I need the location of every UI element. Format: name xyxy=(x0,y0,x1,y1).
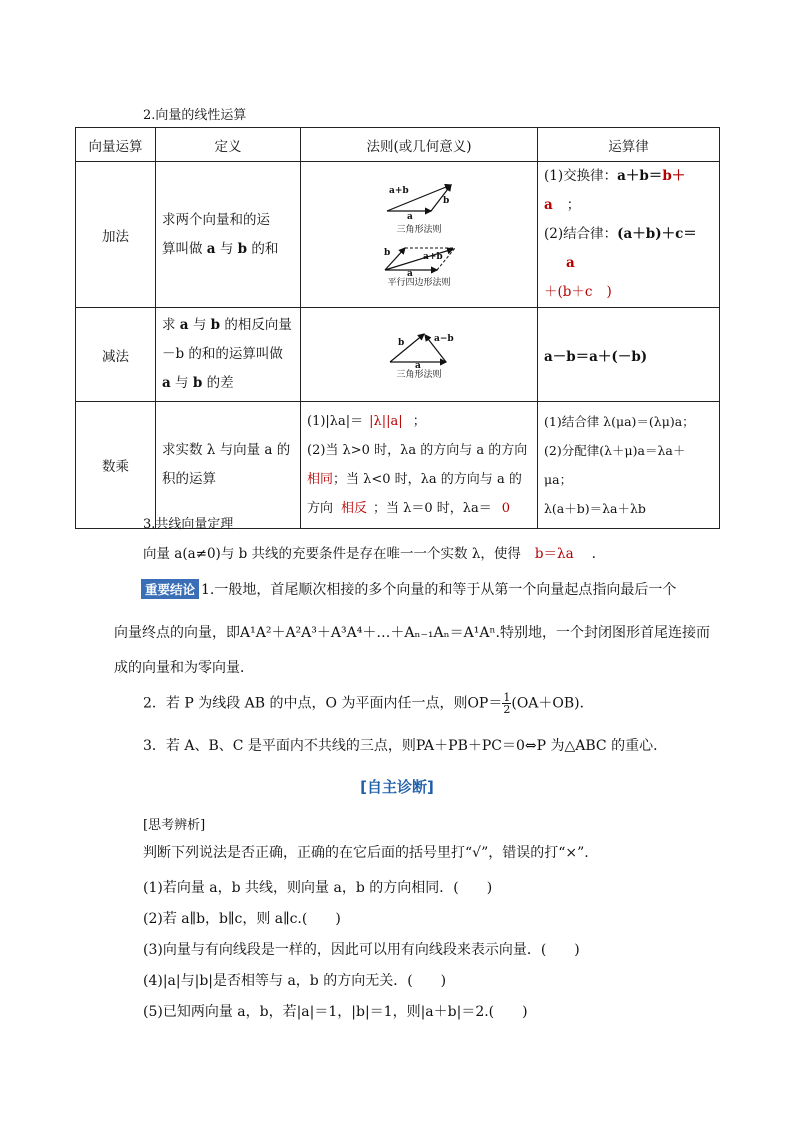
table-row-addition xyxy=(76,162,720,308)
header-operation: 向量运算 xyxy=(76,128,156,162)
addition-name: 加法 xyxy=(76,162,156,308)
subtraction-figure xyxy=(301,308,538,402)
header-rule: 法则(或几何意义) xyxy=(301,128,538,162)
diagnosis-instruction: 判断下列说法是否正确，正确的在它后面的括号里打“√”，错误的打“×”. xyxy=(143,845,589,861)
subtraction-rule-label: 三角形法则 xyxy=(396,370,442,380)
vector-operations-table xyxy=(75,127,720,529)
conclusion-3: 3．若 A、B、C 是平面内不共线的三点，则PA＋PB＋PC＝0⇔P 为△ABC 的重心． xyxy=(143,738,668,754)
table-row-scalar xyxy=(76,402,720,529)
addition-figures xyxy=(301,162,538,308)
section-3-title: 3.共线向量定理 xyxy=(143,517,234,532)
header-definition: 定义 xyxy=(156,128,301,162)
scalar-name: 数乘 xyxy=(76,402,156,529)
diagnosis-item-1: (1)若向量 a，b 共线，则向量 a，b 的方向相同．( ) xyxy=(143,880,493,896)
diagnosis-item-4: (4)|a|与|b|是否相等与 a，b 的方向无关．( ) xyxy=(143,973,447,989)
table-header-row xyxy=(76,128,720,162)
addition-laws: (1)交换律：a＋b＝b＋a ； (2)结合律：(a＋b)＋c＝a ＋(b＋c ) xyxy=(538,162,720,308)
fig1-a-label: a xyxy=(407,211,413,222)
diagnosis-item-2: (2)若 a∥b，b∥c，则 a∥c.( ) xyxy=(143,911,341,927)
subtraction-law: a－b＝a＋(－b) xyxy=(538,308,720,402)
important-conclusion-badge: 重要结论 xyxy=(141,579,199,599)
fig2-sum-label: a+b xyxy=(423,251,443,262)
triangle-rule-label: 三角形法则 xyxy=(396,224,442,235)
conclusion-2: 2．若 P 为线段 AB 的中点，O 为平面内任一点，则OP＝ $\frac{1}{2}$ (OA＋OB)． xyxy=(143,691,594,716)
sub-fig-a-label: a xyxy=(415,361,421,371)
collinear-theorem: 向量 a(a≠0)与 b 共线的充要条件是存在唯一一个实数 λ，使得 b＝λa . xyxy=(143,546,596,562)
table-row-subtraction xyxy=(76,308,720,402)
sub-fig-diff-label: a−b xyxy=(434,334,454,344)
scalar-laws: (1)结合律 λ(μa)＝(λμ)a； (2)分配律(λ＋μ)a＝λa＋μa； λ(a＋b)＝λa＋λb xyxy=(538,402,720,529)
header-law: 运算律 xyxy=(538,128,720,162)
subtraction-name: 减法 xyxy=(76,308,156,402)
conclusion-1-line-2: 向量终点的向量，即A¹A²＋A²A³＋A³A⁴＋…＋Aₙ₋₁Aₙ＝A¹Aⁿ.特别地，一个封闭图形首尾连接而 xyxy=(114,625,711,641)
section-2-title: 2.向量的线性运算 xyxy=(143,108,247,123)
self-diagnosis-header: [自主诊断] xyxy=(360,778,434,796)
fig1-sum-label: a+b xyxy=(389,185,409,196)
thinking-analysis-subheader: [思考辨析] xyxy=(143,818,206,833)
scalar-definition: 求实数 λ 与向量 a 的 积的运算 xyxy=(156,402,301,529)
diagnosis-item-3: (3)向量与有向线段是一样的，因此可以用有向线段来表示向量．( ) xyxy=(143,942,580,958)
conclusion-1-line-1: 重要结论 1.一般地，首尾顺次相接的多个向量的和等于从第一个向量起点指向最后一个 xyxy=(141,579,676,599)
fig2-a-label: a xyxy=(407,268,413,279)
scalar-rules: (1)|λa|＝ |λ||a| ； (2)当 λ>0 时，λa 的方向与 a 的方向 相同；当 λ<0 时，λa 的方向与 a 的 方向 相反 ；当 λ＝0 时，λa＝ 0 xyxy=(301,402,538,529)
parallelogram-rule-figure xyxy=(379,238,459,278)
fig1-b-label: b xyxy=(443,195,450,206)
subtraction-definition: 求 a 与 b 的相反向量 －b 的和的运算叫做 a 与 b 的差 xyxy=(156,308,301,402)
fig2-b-label: b xyxy=(384,247,391,258)
parallelogram-rule-label: 平行四边形法则 xyxy=(387,277,451,288)
diagnosis-item-5: (5)已知两向量 a，b，若|a|＝1，|b|＝1，则|a＋b|＝2.( ) xyxy=(143,1004,528,1020)
addition-definition: 求两个向量和的运 算叫做 a 与 b 的和 xyxy=(156,162,301,308)
conclusion-1-line-3: 成的向量和为零向量． xyxy=(114,660,254,676)
sub-fig-b-label: b xyxy=(398,338,405,348)
